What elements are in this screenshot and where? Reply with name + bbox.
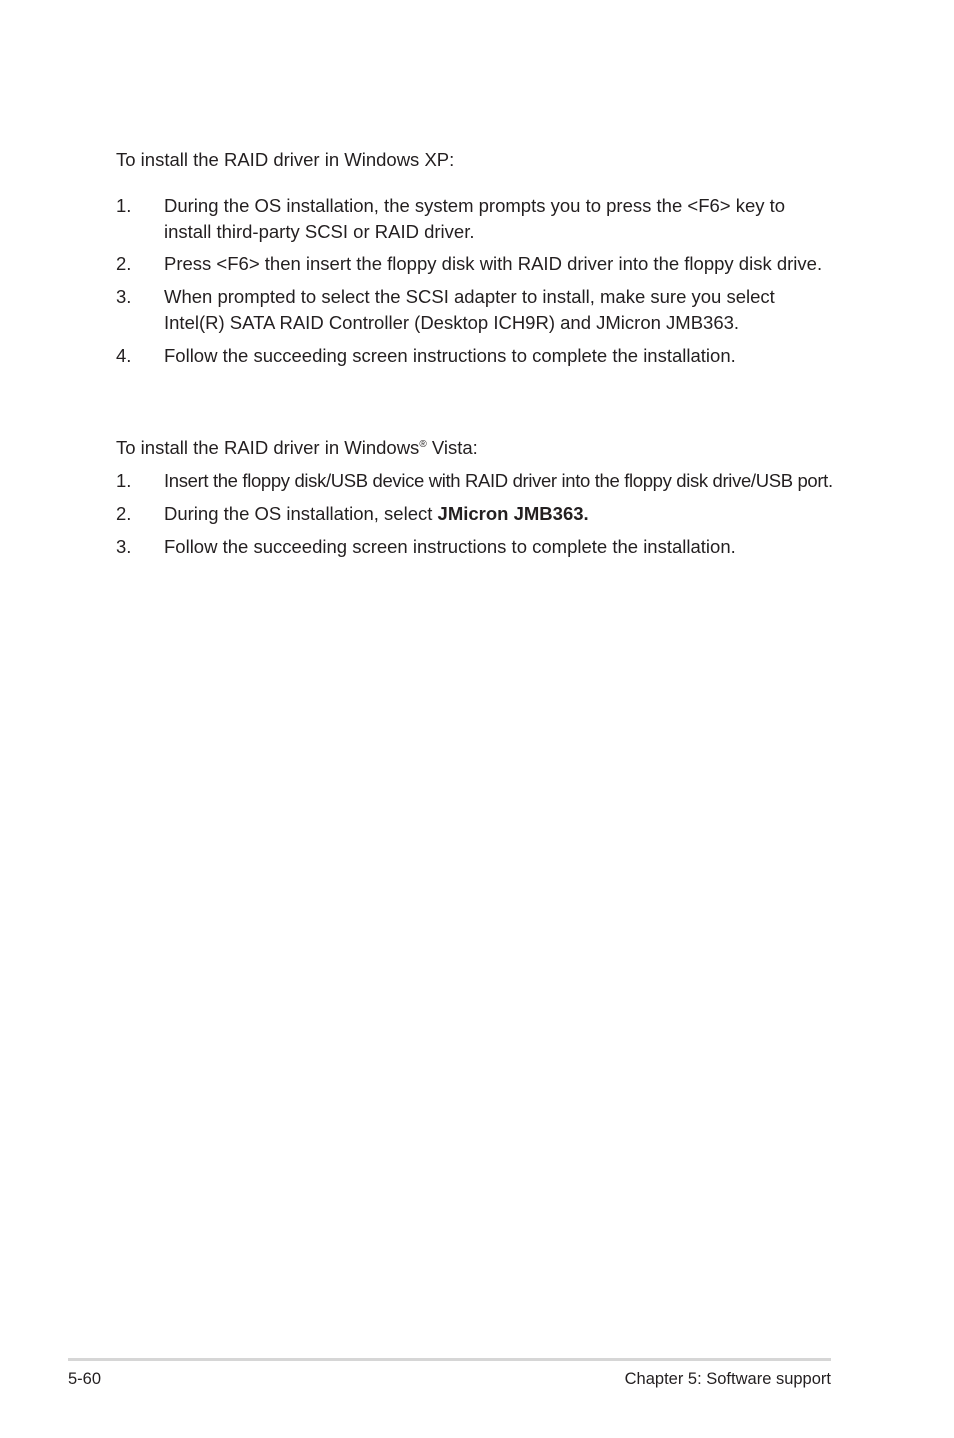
step-text: Follow the succeeding screen instructions to complete the installation. <box>164 536 736 557</box>
step-text: When prompted to select the SCSI adapter to install, make sure you select Intel(R) SATA RAID Controller (Desktop ICH9R) and JMicron JMB363. <box>164 286 775 333</box>
vista-section <box>116 435 836 560</box>
registered-mark: ® <box>419 439 427 450</box>
step-number: 4. <box>116 345 132 366</box>
step-text-plain: During the OS installation, select <box>164 503 438 524</box>
vista-intro-suffix: Vista: <box>426 437 478 458</box>
xp-step-3 <box>116 284 836 336</box>
step-number: 2. <box>116 503 132 524</box>
xp-step-2 <box>116 251 836 277</box>
xp-intro: To install the RAID driver in Windows XP: <box>116 149 455 170</box>
step-number: 3. <box>116 286 132 307</box>
vista-intro <box>116 435 836 461</box>
step-text: During the OS installation, the system prompts you to press the <F6> key to install third-party SCSI or RAID driver. <box>164 195 786 242</box>
step-text: Press <F6> then insert the floppy disk with RAID driver into the floppy disk drive. <box>164 253 823 274</box>
vista-steps <box>116 468 836 560</box>
step-text-bold: JMicron JMB363. <box>437 503 589 524</box>
page-number: 5-60 <box>68 1370 102 1388</box>
xp-steps <box>116 193 836 369</box>
xp-section <box>116 147 836 369</box>
vista-step-2 <box>116 501 836 527</box>
step-number: 1. <box>116 470 132 491</box>
vista-step-1 <box>116 468 836 494</box>
step-text: Follow the succeeding screen instructions to complete the installation. <box>164 345 736 366</box>
vista-step-3 <box>116 534 836 560</box>
step-number: 3. <box>116 536 132 557</box>
step-number: 1. <box>116 195 132 216</box>
xp-step-4 <box>116 343 836 369</box>
xp-step-1 <box>116 193 836 245</box>
step-text <box>164 501 836 527</box>
step-number: 2. <box>116 253 132 274</box>
step-text: Insert the floppy disk/USB device with RAID driver into the floppy disk drive/USB port. <box>164 470 833 491</box>
footer-divider <box>68 1358 831 1361</box>
chapter-title: Chapter 5: Software support <box>624 1370 831 1388</box>
vista-intro-text: To install the RAID driver in Windows <box>116 437 420 458</box>
